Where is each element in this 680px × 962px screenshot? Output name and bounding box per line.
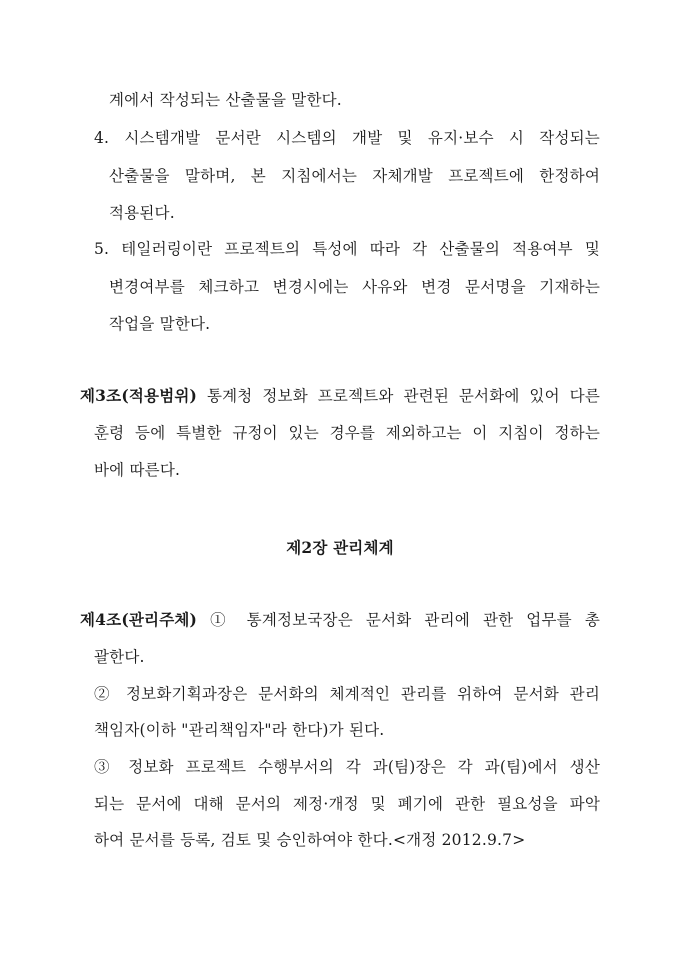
article4-p2-line1: ② 정보화기획과장은 문서화의 체계적인 관리를 위하여 문서화 관리 [94, 685, 600, 703]
article3-heading: 제3조(적용범위) [80, 386, 198, 405]
item5-line2: 변경여부를 체크하고 변경시에는 사유와 변경 문서명을 기재하는 [109, 278, 600, 296]
article4-p2-line2: 책임자(이하 "관리책임자"라 한다)가 된다. [94, 721, 385, 739]
article3-line2: 훈령 등에 특별한 규정이 있는 경우를 제외하고는 이 지침이 정하는 [94, 424, 600, 442]
article3-line1 [80, 386, 600, 406]
article4-heading: 제4조(관리주체) [80, 610, 198, 629]
chapter2-title: 제2장 관리체계 [286, 538, 394, 557]
item4-line3: 적용된다. [109, 204, 175, 222]
article4-p1-line1 [80, 610, 600, 630]
article4-p1-line2: 괄한다. [94, 648, 145, 666]
article4-p3-line1: ③ 정보화 프로젝트 수행부서의 각 과(팀)장은 각 과(팀)에서 생산 [94, 758, 600, 776]
article3-line3: 바에 따른다. [94, 461, 181, 479]
item4-line2: 산출물을 말하며, 본 지침에서는 자체개발 프로젝트에 한정하여 [109, 167, 600, 185]
article4-p3-line3: 하여 문서를 등록, 검토 및 승인하여야 한다.<개정 2012.9.7> [94, 831, 526, 849]
article4-p1-text: ① 통계정보국장은 문서화 관리에 관한 업무를 총 [197, 611, 600, 629]
item5-line1: 5. 테일러링이란 프로젝트의 특성에 따라 각 산출물의 적용여부 및 [94, 240, 600, 258]
item3-continuation: 계에서 작성되는 산출물을 말한다. [109, 91, 342, 109]
item4-line1: 4. 시스템개발 문서란 시스템의 개발 및 유지·보수 시 작성되는 [94, 129, 600, 147]
item5-line3: 작업을 말한다. [109, 315, 211, 333]
article4-p3-line2: 되는 문서에 대해 문서의 제정·개정 및 폐기에 관한 필요성을 파악 [94, 795, 600, 813]
article3-line1-text: 통계청 정보화 프로젝트와 관련된 문서화에 있어 다른 [197, 387, 600, 405]
